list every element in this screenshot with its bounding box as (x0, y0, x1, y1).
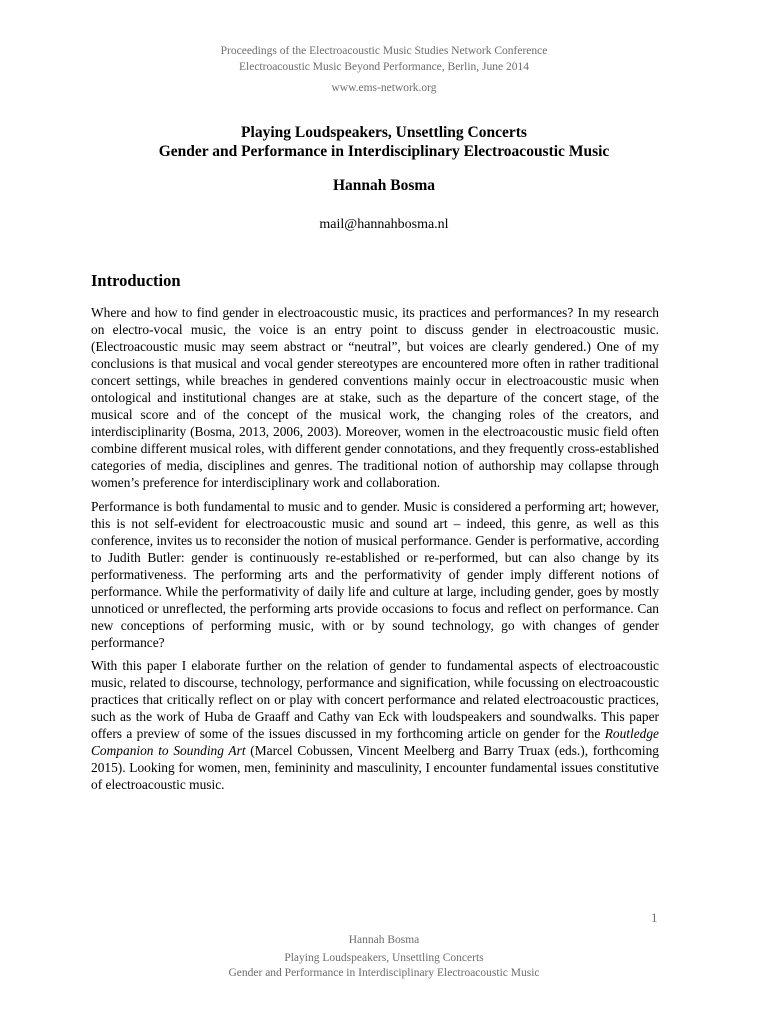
paragraph-3-after: (Marcel Cobussen, Vincent Meelberg and Barry Truax (eds.), forthcoming 2015). Looking for women, men, femininity and masculinity, I encounter fundamental issues constitutive of electroacoustic music. (91, 743, 659, 793)
section-heading: Introduction (91, 271, 181, 290)
footer-author: Hannah Bosma (348, 934, 420, 946)
title-main: Playing Loudspeakers, Unsettling Concerts (241, 124, 527, 141)
author-email: mail@hannahbosma.nl (319, 217, 449, 232)
paper-title (0, 123, 768, 161)
body-text (91, 304, 659, 799)
title-subtitle: Gender and Performance in Interdisciplinary Electroacoustic Music (158, 143, 610, 160)
paragraph-1: Where and how to find gender in electroacoustic music, its practices and performances? In my research on electro-vocal music, the voice is an entry point to discuss gender in electroacoustic music. (Electroacoustic music may seem abstract or “neutral”, but voices are clearly gendered.) One of my conclusions is that musical and vocal gender stereotypes are encountered more often in rather traditional concert settings, while breaches in gendered conventions mainly occur in electroacoustic music when ontological and institutional changes are at stake, such as the departure of the concert stage, of the musical score and of the concept of the musical work, the changing roles of the creators, and interdisciplinarity (Bosma, 2013, 2006, 2003). Moreover, women in the electroacoustic music field often combine different musical roles, with different gender connotations, and they frequently cross-established categories of media, disciplines and genres. The traditional notion of authorship may collapse through women’s preference for interdisciplinary work and collaboration. (91, 305, 659, 491)
conference-details: Electroacoustic Music Beyond Performance, Berlin, June 2014 (239, 61, 529, 73)
paragraph-3 (91, 657, 659, 793)
conference-name: Proceedings of the Electroacoustic Music Studies Network Conference (220, 45, 548, 57)
conference-url: www.ems-network.org (331, 82, 437, 94)
author-name: Hannah Bosma (332, 177, 436, 194)
running-footer (0, 933, 768, 981)
page-number: 1 (651, 910, 658, 925)
paragraph-2: Performance is both fundamental to music and to gender. Music is considered a performing art; however, this is not self-evident for electroacoustic music and sound art – indeed, this genre, as well as this conference, invites us to reconsider the notion of musical performance. Gender is performative, according to Judith Butler: gender is continuously re-established or re-performed, but can also change by its performativeness. The performing arts and the performativity of gender imply different notions of performance. While the performativity of daily life and culture at large, including gender, goes by mostly unnoticed or unreflected, the performing arts provide occasions to focus and reflect on performance. Can new conceptions of performing music, with or by sound technology, go with changes of gender performance? (91, 498, 659, 650)
book-title: Routledge Companion to Sounding Art (91, 726, 659, 759)
footer-title-line1: Playing Loudspeakers, Unsettling Concerts (284, 952, 484, 964)
running-header (0, 43, 768, 96)
footer-title-line2: Gender and Performance in Interdisciplinary Electroacoustic Music (228, 967, 540, 979)
paragraph-3-before: With this paper I elaborate further on the relation of gender to fundamental aspects of electroacoustic music, related to discourse, technology, performance and signification, while focussing on electroacoustic practices that critically reflect on or play with concert performance and related electroacoustic practices, such as the work of Huba de Graaff and Cathy van Eck with loudspeakers and soundwalks. This paper offers a preview of some of the issues discussed in my forthcoming article on gender for the (91, 657, 659, 742)
